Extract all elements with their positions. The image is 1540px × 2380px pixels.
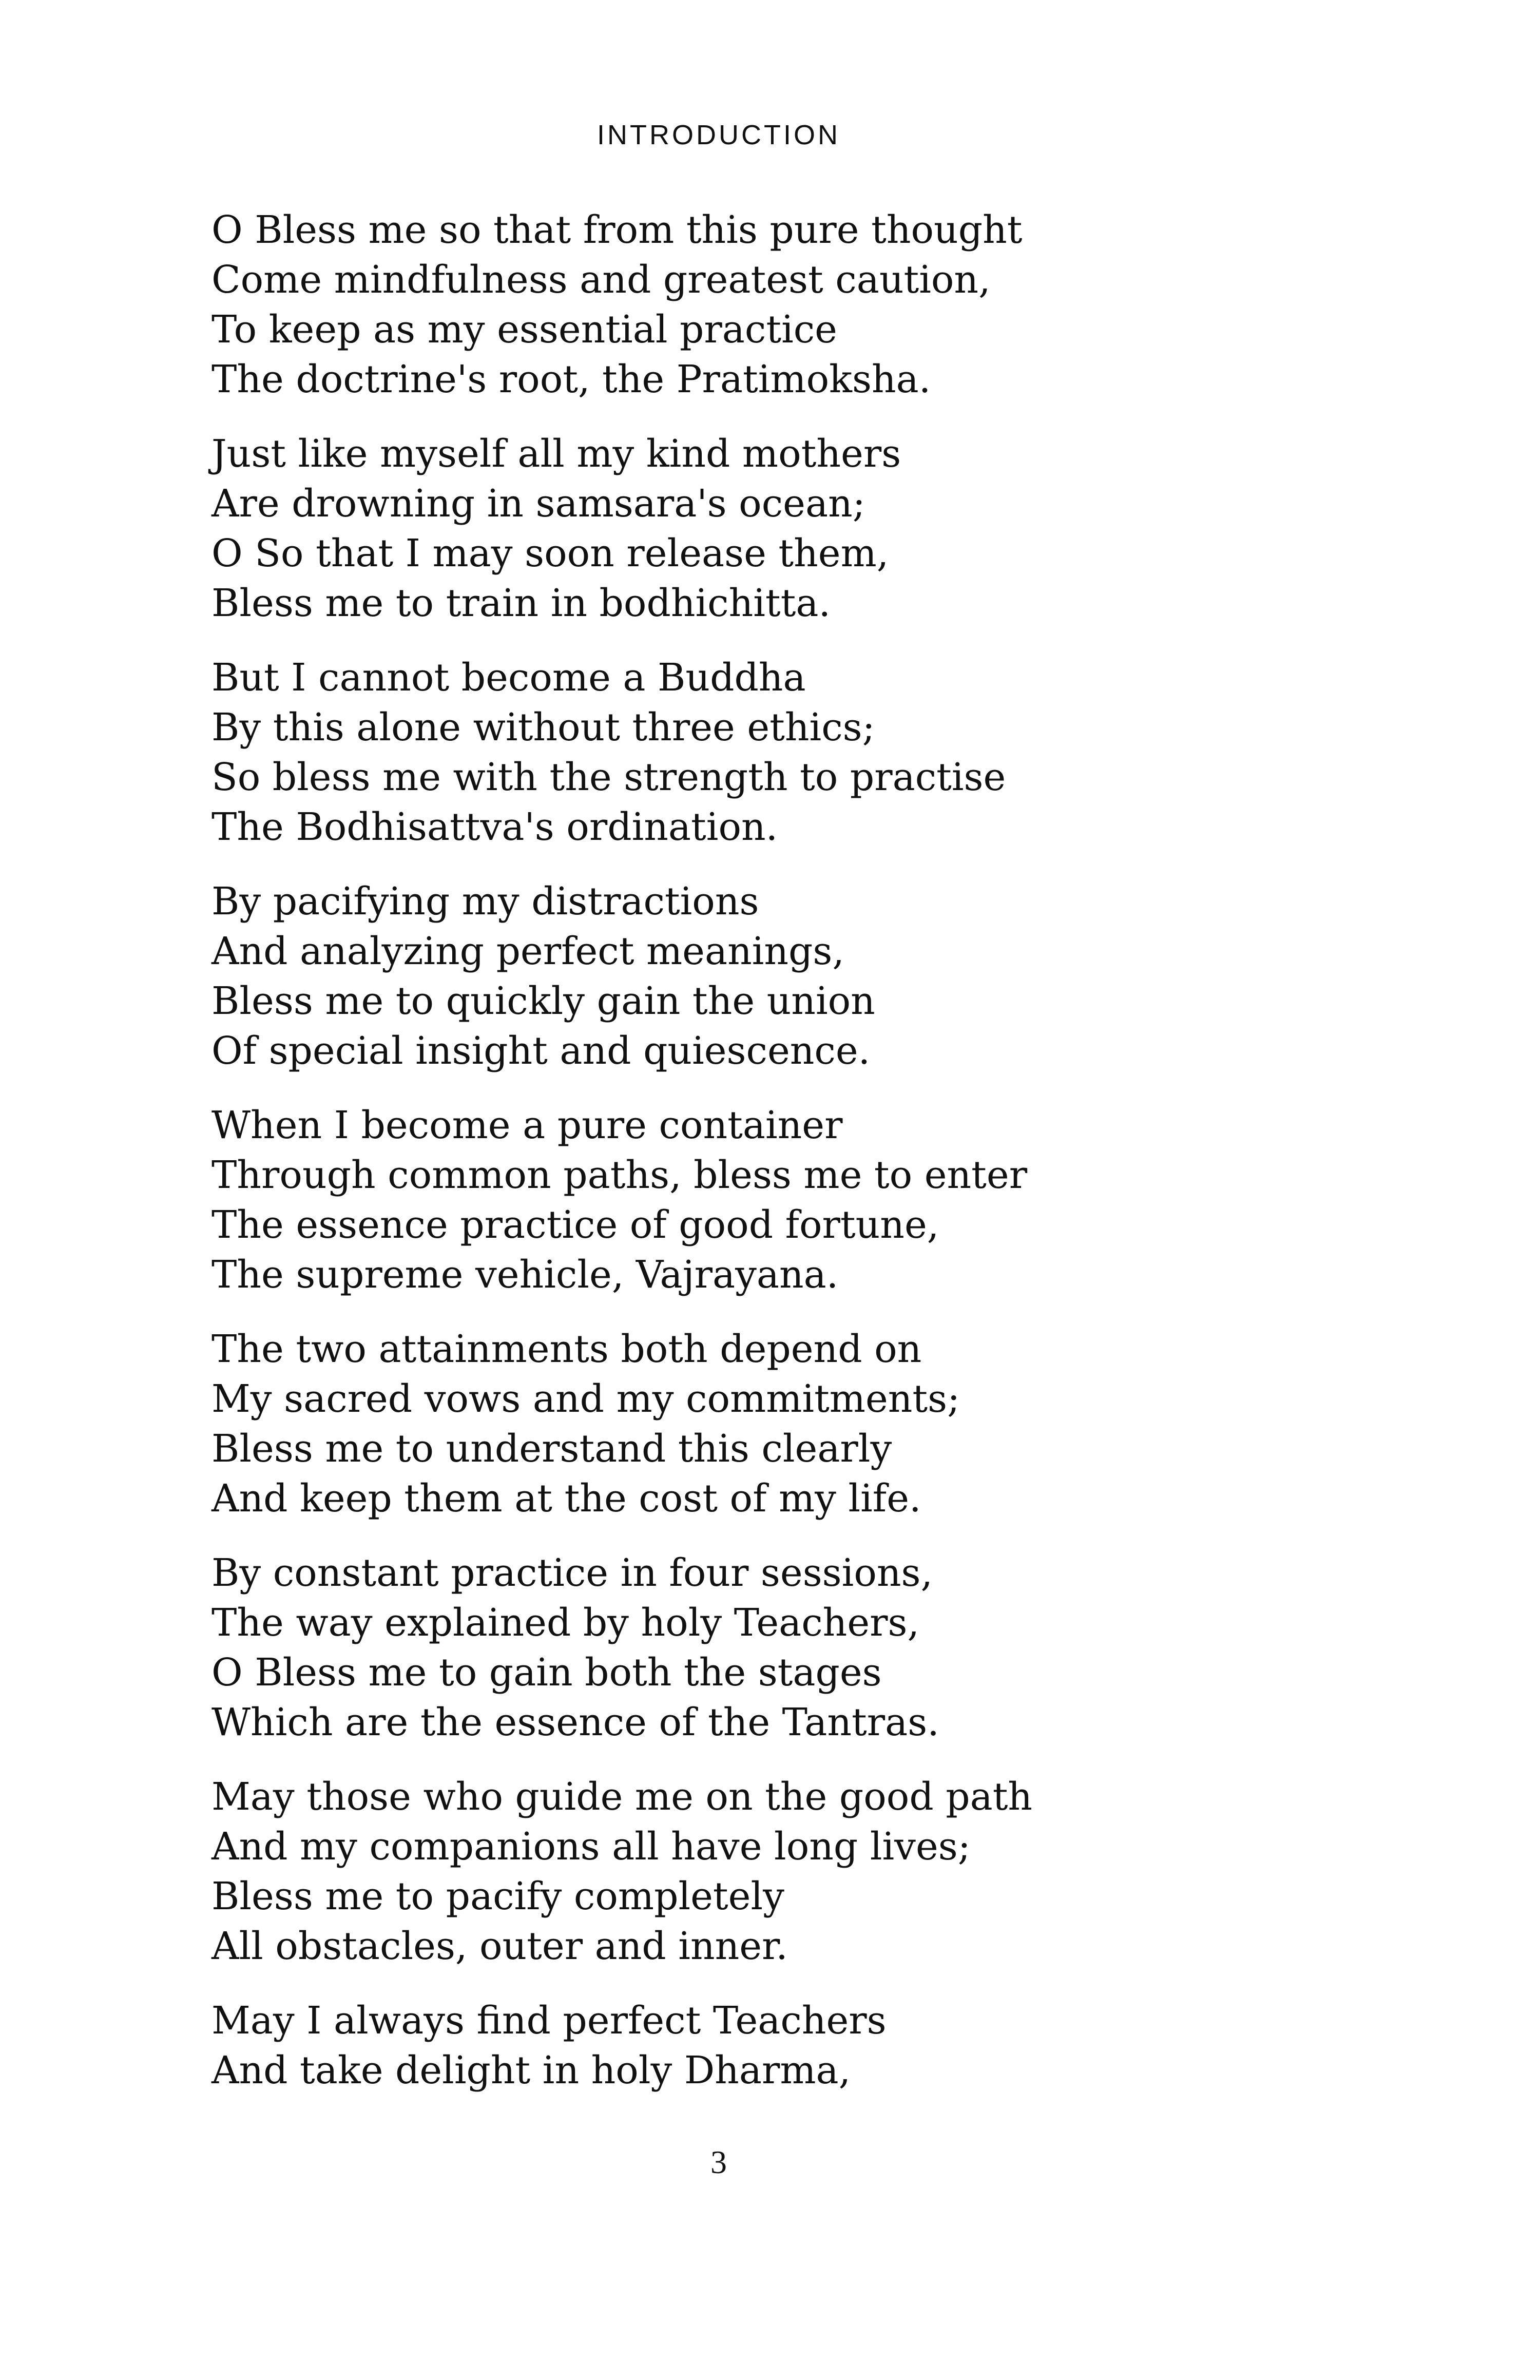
stanza [211, 653, 1392, 852]
stanza [211, 205, 1392, 405]
stanza [211, 429, 1392, 628]
verse-line: The way explained by holy Teachers, [211, 1601, 920, 1645]
verse-line: May those who guide me on the good path [211, 1775, 1033, 1819]
verse-line: Bless me to train in bodhichitta. [211, 581, 831, 625]
verse-line: The two attainments both depend on [211, 1327, 922, 1371]
verse-line: The Bodhisattva's ordination. [211, 805, 778, 849]
stanza [211, 1325, 1392, 1524]
verse-line: So bless me with the strength to practise [211, 755, 1006, 799]
verse-line: O Bless me to gain both the stages [211, 1650, 882, 1695]
verse-line: And my companions all have long lives; [211, 1825, 971, 1869]
verse-line: Just like myself all my kind mothers [211, 432, 901, 476]
verse-line: Of special insight and quiescence. [211, 1029, 871, 1073]
verse-line: And take delight in holy Dharma, [211, 2048, 851, 2093]
poem-body [211, 205, 1392, 2120]
verse-line: All obstacles, outer and inner. [211, 1924, 788, 1968]
verse-line: Bless me to quickly gain the union [211, 979, 875, 1023]
verse-line: The doctrine's root, the Pratimoksha. [211, 357, 931, 401]
verse-line: By constant practice in four sessions, [211, 1551, 933, 1595]
verse-line: And keep them at the cost of my life. [211, 1476, 921, 1521]
verse-line: To keep as my essential practice [211, 308, 837, 352]
stanza [211, 1101, 1392, 1300]
verse-line: Bless me to pacify completely [211, 1874, 784, 1918]
stanza [211, 1548, 1392, 1748]
stanza [211, 1772, 1392, 1971]
verse-line: Are drowning in samsara's ocean; [211, 482, 865, 526]
verse-line: And analyzing perfect meanings, [211, 929, 844, 973]
verse-line: Through common paths, bless me to enter [211, 1153, 1028, 1197]
verse-line: When I become a pure container [211, 1103, 843, 1147]
verse-line: But I cannot become a Buddha [211, 656, 806, 700]
verse-line: Which are the essence of the Tantras. [211, 1700, 939, 1744]
stanza [211, 1996, 1392, 2096]
verse-line: My sacred vows and my commitments; [211, 1377, 960, 1421]
verse-line: The supreme vehicle, Vajrayana. [211, 1253, 839, 1297]
verse-line: The essence practice of good fortune, [211, 1203, 939, 1247]
verse-line: By this alone without three ethics; [211, 705, 875, 750]
verse-line: May I always find perfect Teachers [211, 1999, 887, 2043]
running-header: INTRODUCTION [597, 120, 840, 150]
verse-line: O So that I may soon release them, [211, 531, 889, 575]
verse-line: O Bless me so that from this pure thought [211, 208, 1023, 252]
verse-line: Bless me to understand this clearly [211, 1427, 892, 1471]
verse-line: By pacifying my distractions [211, 879, 759, 924]
page-number: 3 [710, 2144, 727, 2180]
verse-line: Come mindfulness and greatest caution, [211, 258, 991, 302]
stanza [211, 877, 1392, 1076]
